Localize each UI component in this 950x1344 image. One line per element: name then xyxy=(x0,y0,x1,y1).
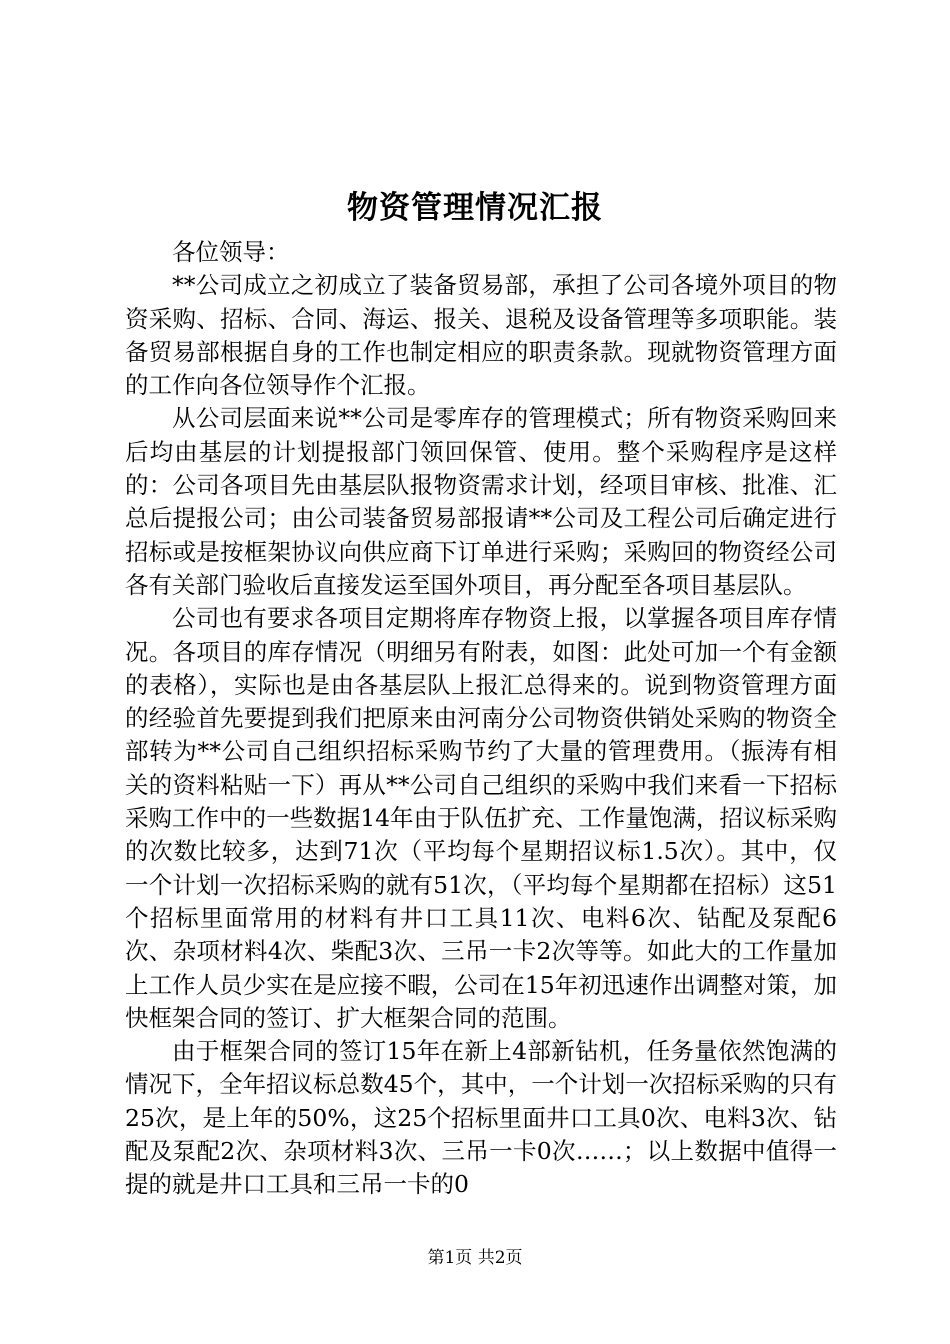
paragraph-3: 公司也有要求各项目定期将库存物资上报，以掌握各项目库存情况。各项目的库存情况（明细另有附表，如图：此处可加一个有金额的表格），实际也是由各基层队上报汇总得来的。说到物资管理方面的经验首先要提到我们把原来由河南分公司物资供销处采购的物资全部转为**公司自己组织招标采购节约了大量的管理费用。（振涛有相关的资料粘贴一下）再从**公司自己组织的采购中我们来看一下招标采购工作中的一些数据14年由于队伍扩充、工作量饱满，招议标采购的次数比较多，达到71次（平均每个星期招议标1.5次）。其中，仅一个计划一次招标采购的就有51次，（平均每个星期都在招标）这51个招标里面常用的材料有井口工具11次、电料6次、钻配及泵配6次、杂项材料4次、柴配3次、三吊一卡2次等等。如此大的工作量加上工作人员少实在是应接不暇，公司在15年初迅速作出调整对策，加快框架合同的签订、扩大框架合同的范围。 xyxy=(125,604,837,1032)
page-footer: 第1页 共2页 xyxy=(427,1248,523,1268)
paragraph-2: 从公司层面来说**公司是零库存的管理模式；所有物资采购回来后均由基层的计划提报部门领回保管、使用。整个采购程序是这样的：公司各项目先由基层队报物资需求计划，经项目审核、批准、汇总后提报公司；由公司装备贸易部报请**公司及工程公司后确定进行招标或是按框架协议向供应商下订单进行采购；采购回的物资经公司各有关部门验收后直接发运至国外项目，再分配至各项目基层队。 xyxy=(125,404,837,599)
paragraph-1: **公司成立之初成立了装备贸易部，承担了公司各境外项目的物资采购、招标、合同、海运、报关、退税及设备管理等多项职能。装备贸易部根据自身的工作也制定相应的职责条款。现就物资管理方面的工作向各位领导作个汇报。 xyxy=(125,271,837,400)
paragraph-4: 由于框架合同的签订15年在新上4部新钻机，任务量依然饱满的情况下，全年招议标总数45个，其中，一个计划一次招标采购的只有25次，是上年的50%，这25个招标里面井口工具0次、电料3次、钻配及泵配2次、杂项材料3次、三吊一卡0次……；以上数据中值得一提的就是井口工具和三吊一卡的0 xyxy=(125,1037,837,1199)
document-body xyxy=(125,236,837,1202)
document-title: 物资管理情况汇报 xyxy=(347,190,603,226)
salutation: 各位领导： xyxy=(172,238,290,266)
